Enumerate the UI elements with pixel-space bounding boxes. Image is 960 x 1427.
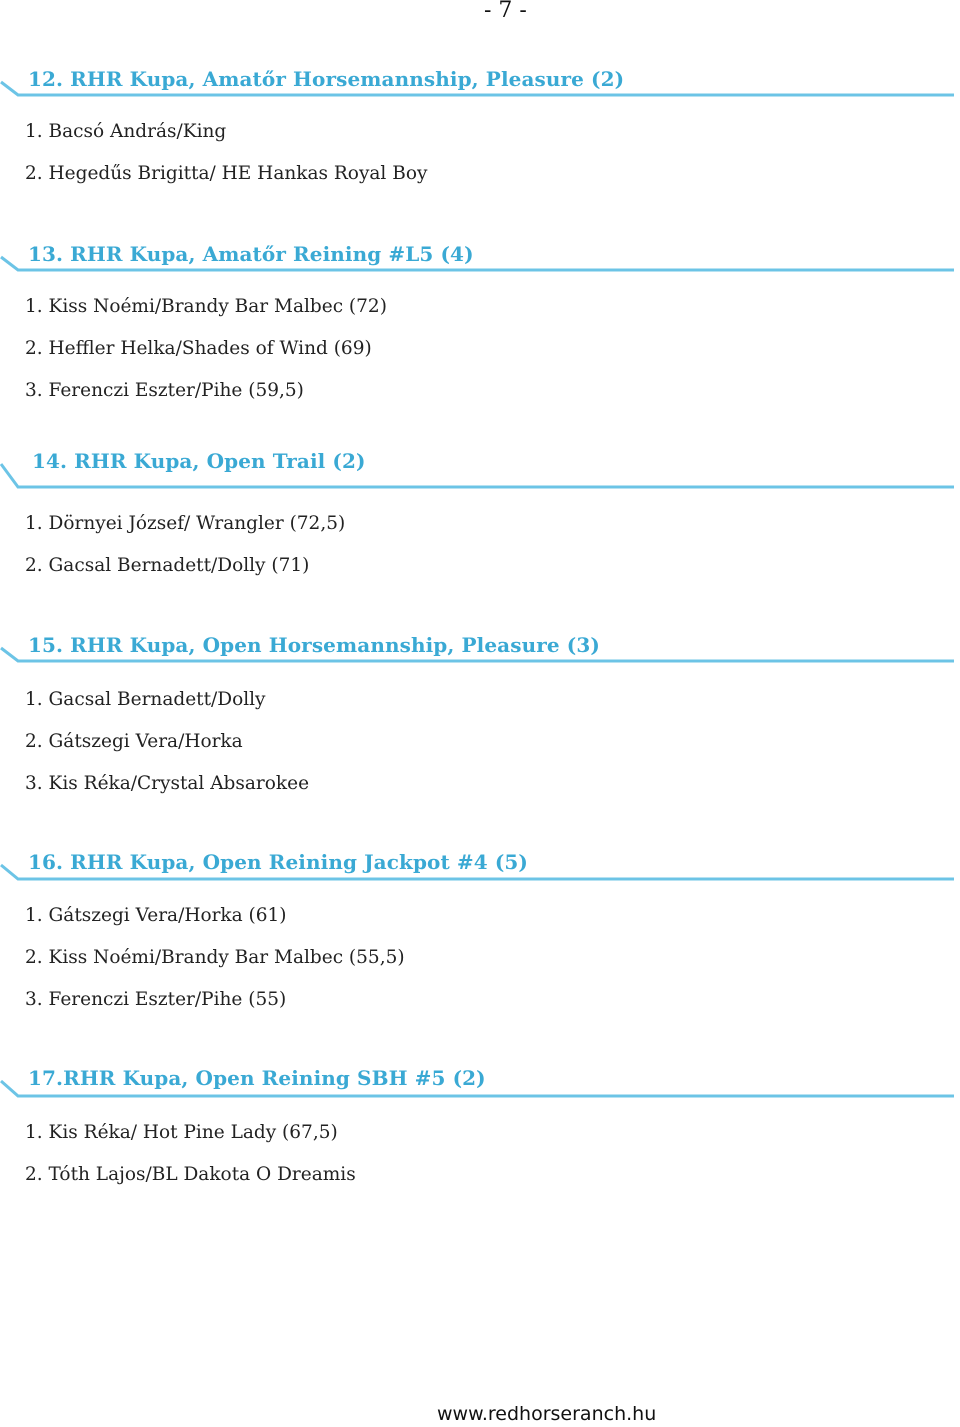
result-entry: 1. Kis Réka/ Hot Pine Lady (67,5)	[25, 1122, 338, 1143]
result-entry: 2. Gátszegi Vera/Horka	[25, 731, 243, 752]
section-title: 12. RHR Kupa, Amatőr Horsemannship, Pleasure (2)	[28, 67, 625, 91]
result-entry: 1. Bacsó András/King	[25, 121, 227, 142]
footer-website-url: www.redhorseranch.hu	[437, 1403, 657, 1425]
results-list	[25, 513, 345, 597]
result-entry: 3. Ferenczi Eszter/Pihe (59,5)	[25, 380, 304, 401]
result-entry: 1. Gátszegi Vera/Horka (61)	[25, 905, 287, 926]
results-list	[25, 121, 427, 205]
results-list	[25, 296, 387, 422]
result-entry: 2. Gacsal Bernadett/Dolly (71)	[25, 555, 310, 576]
section-title: 15. RHR Kupa, Open Horsemannship, Pleasure (3)	[28, 633, 600, 657]
results-list	[25, 905, 405, 1031]
result-entry: 1. Dörnyei József/ Wrangler (72,5)	[25, 513, 346, 534]
result-entry: 2. Hegedűs Brigitta/ HE Hankas Royal Boy	[25, 163, 428, 184]
result-entry: 2. Tóth Lajos/BL Dakota O Dreamis	[25, 1164, 356, 1185]
results-list	[25, 1122, 356, 1206]
section-title: 14. RHR Kupa, Open Trail (2)	[32, 449, 366, 473]
result-entry: 1. Kiss Noémi/Brandy Bar Malbec (72)	[25, 296, 387, 317]
result-entry: 2. Kiss Noémi/Brandy Bar Malbec (55,5)	[25, 947, 405, 968]
section-title: 13. RHR Kupa, Amatőr Reining #L5 (4)	[28, 242, 474, 266]
result-entry: 2. Heffler Helka/Shades of Wind (69)	[25, 338, 372, 359]
page-number: - 7 -	[484, 0, 527, 23]
results-list	[25, 689, 309, 815]
section-title: 17.RHR Kupa, Open Reining SBH #5 (2)	[28, 1066, 486, 1090]
result-entry: 3. Kis Réka/Crystal Absarokee	[25, 773, 310, 794]
result-entry: 1. Gacsal Bernadett/Dolly	[25, 689, 266, 710]
section-title: 16. RHR Kupa, Open Reining Jackpot #4 (5)	[28, 850, 528, 874]
result-entry: 3. Ferenczi Eszter/Pihe (55)	[25, 989, 287, 1010]
